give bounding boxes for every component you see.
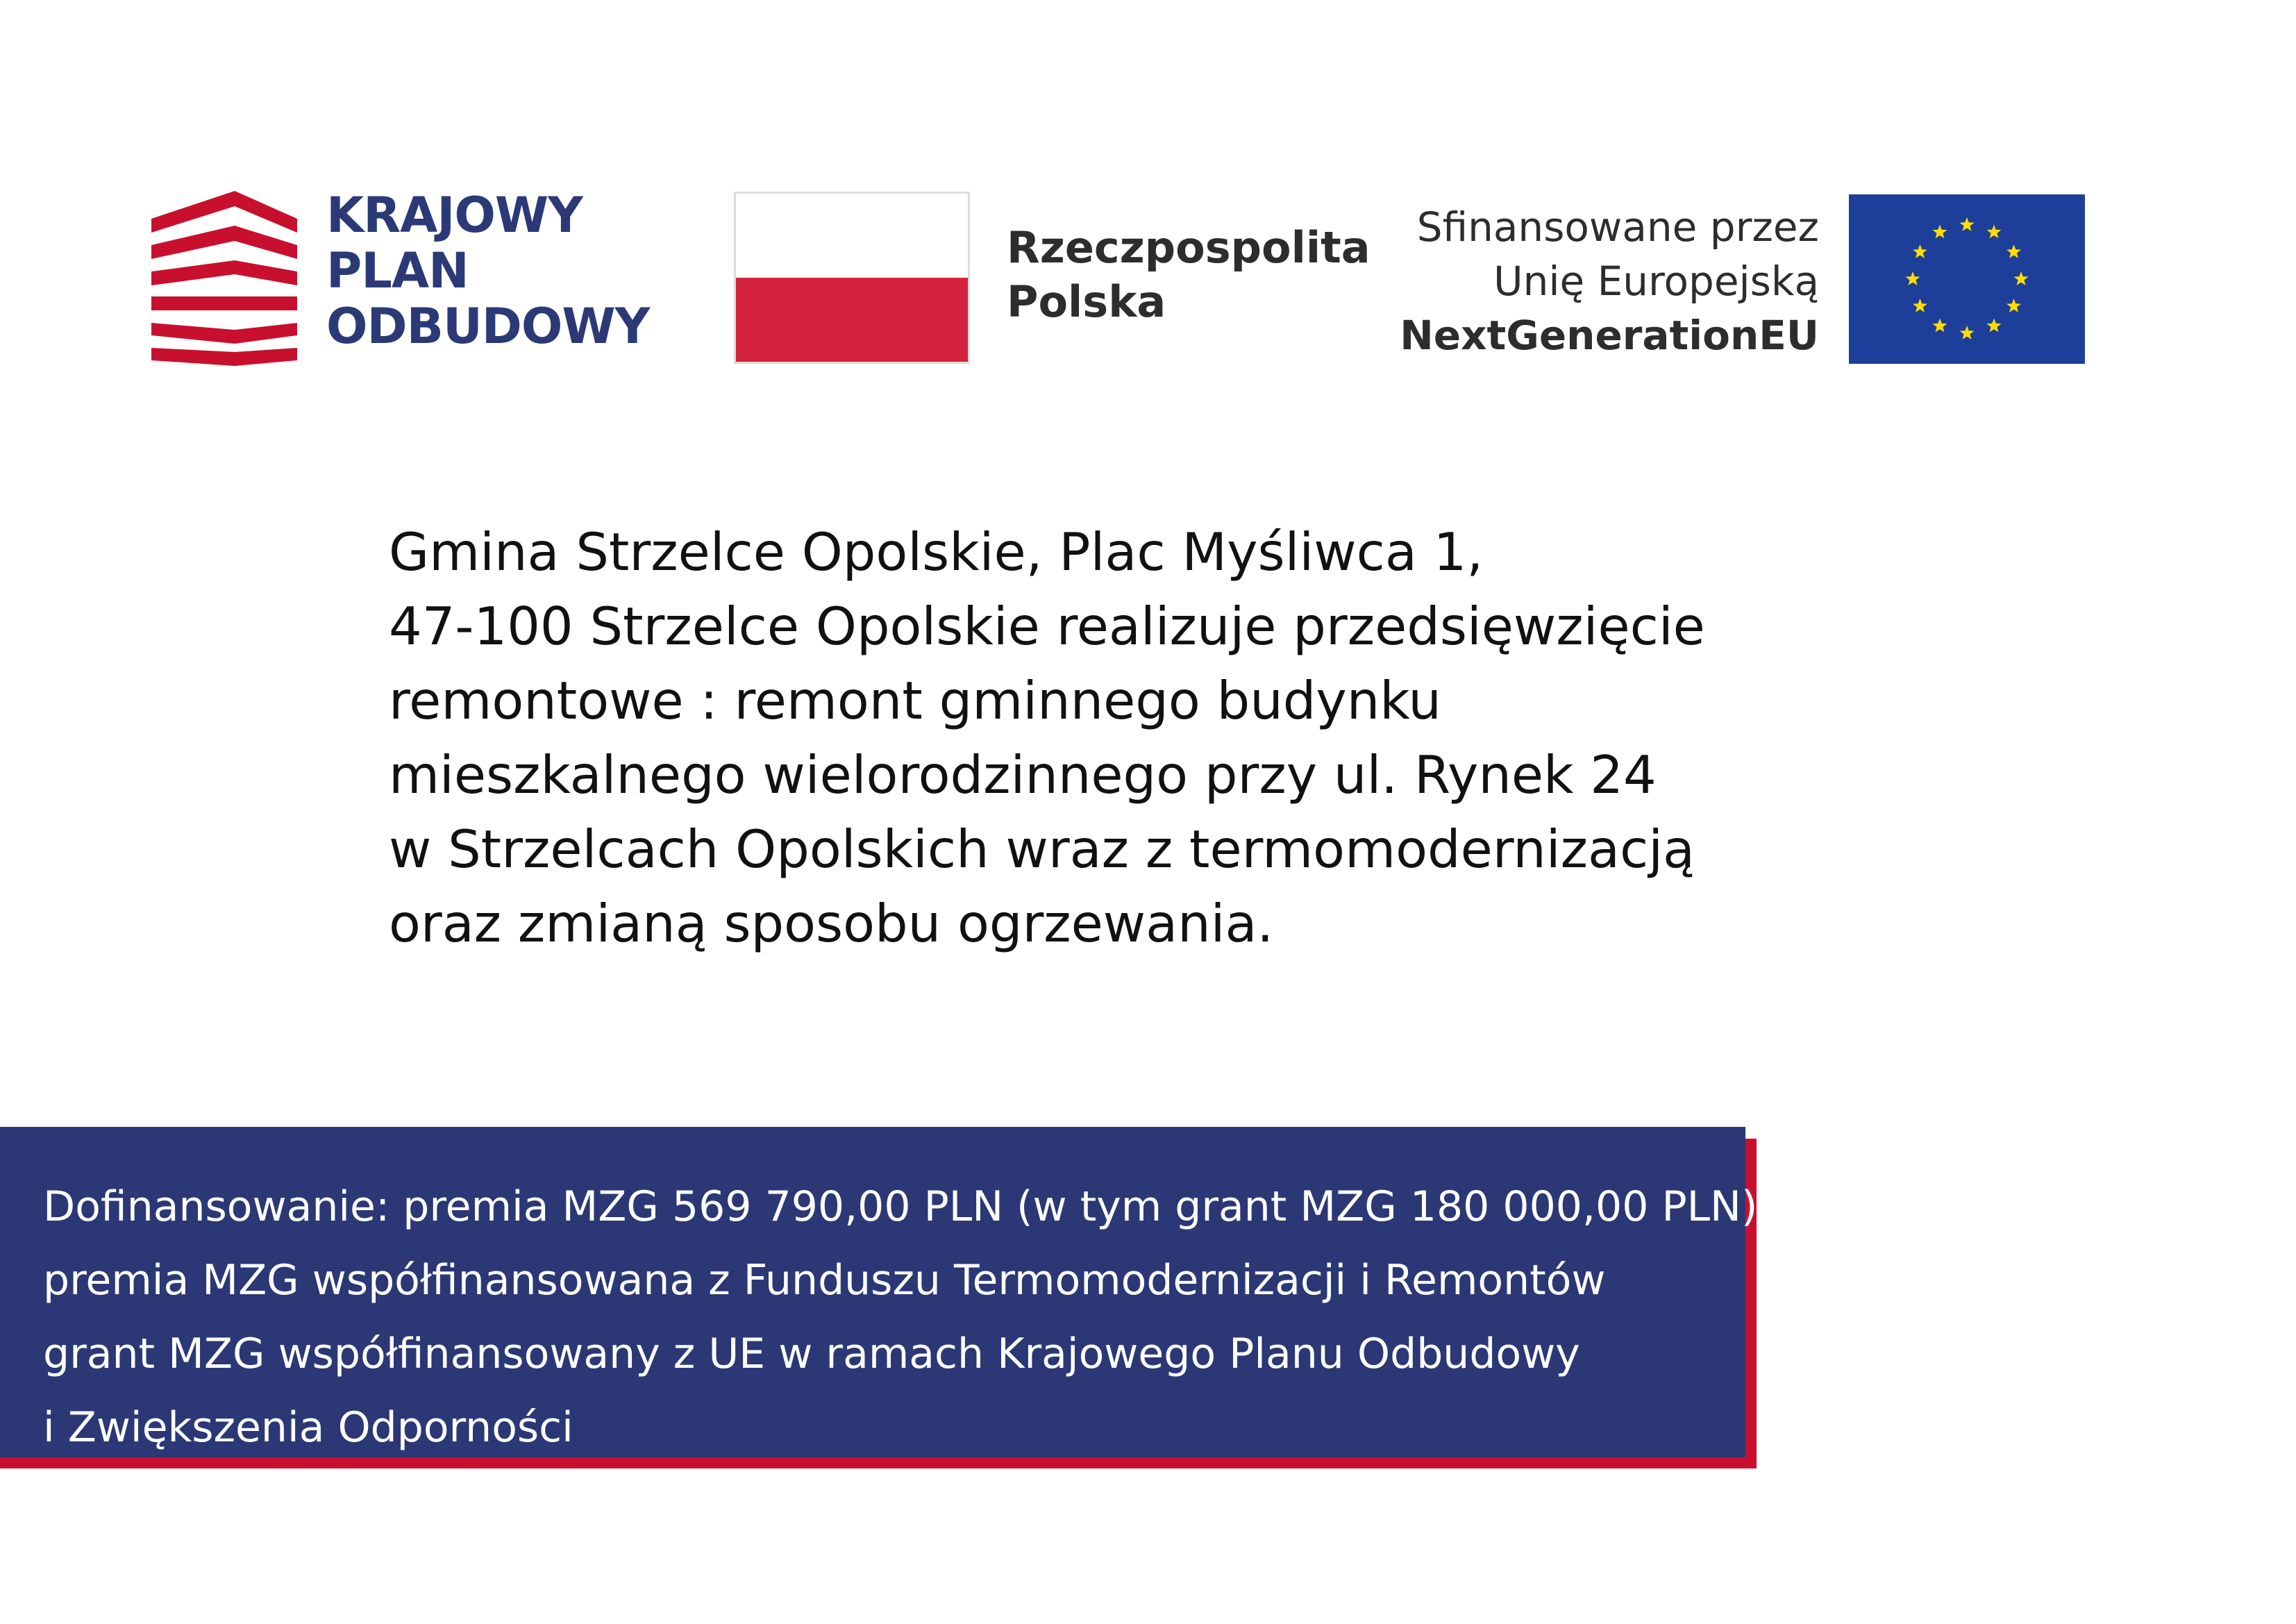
description-line-3: remontowe : remont gminnego budynku — [389, 670, 1441, 731]
eu-line-2: Unię Europejską — [1493, 258, 1819, 305]
kpo-line-2: PLAN — [326, 242, 469, 299]
funding-line-2: premia MZG współfinansowana z Funduszu Termomodernizacji i Remontów — [43, 1256, 1606, 1305]
description-line-1: Gmina Strzelce Opolskie, Plac Myśliwca 1, — [389, 521, 1484, 583]
project-description — [389, 515, 1777, 961]
kpo-logo-text — [326, 187, 660, 354]
kpo-line-1: KRAJOWY — [326, 187, 583, 244]
funding-line-3: grant MZG współfinansowany z UE w ramach Krajowego Planu Odbudowy — [43, 1330, 1580, 1378]
funding-line-4: i Zwiększenia Odporności — [43, 1403, 573, 1452]
funding-line-1: Dofinansowanie: premia MZG 569 790,00 PLN (w tym grant MZG 180 000,00 PLN) — [43, 1182, 1758, 1231]
rp-line-2: Polska — [1007, 276, 1166, 327]
funding-info-box — [0, 1127, 1758, 1457]
description-line-4: mieszkalnego wielorodzinnego przy ul. Rynek 24 — [389, 744, 1657, 805]
description-line-2: 47-100 Strzelce Opolskie realizuje przedsięwzięcie — [389, 596, 1705, 657]
eu-flag-icon — [1849, 194, 2085, 364]
eu-line-1: Sfinansowane przez — [1416, 203, 1819, 251]
eu-line-3: NextGenerationEU — [1400, 312, 1819, 359]
kpo-emblem-icon — [151, 191, 297, 366]
description-line-6: oraz zmianą sposobu ogrzewania. — [389, 893, 1274, 954]
kpo-line-3: ODBUDOWY — [326, 298, 650, 355]
description-line-5: w Strzelcach Opolskich wraz z termomodernizacją — [389, 819, 1695, 880]
polish-flag-icon — [734, 192, 970, 364]
rzeczpospolita-logo-text — [1007, 221, 1371, 329]
eu-logo-text — [1375, 200, 1819, 362]
rp-line-1: Rzeczpospolita — [1007, 222, 1371, 273]
logo-bar — [0, 0, 2296, 389]
